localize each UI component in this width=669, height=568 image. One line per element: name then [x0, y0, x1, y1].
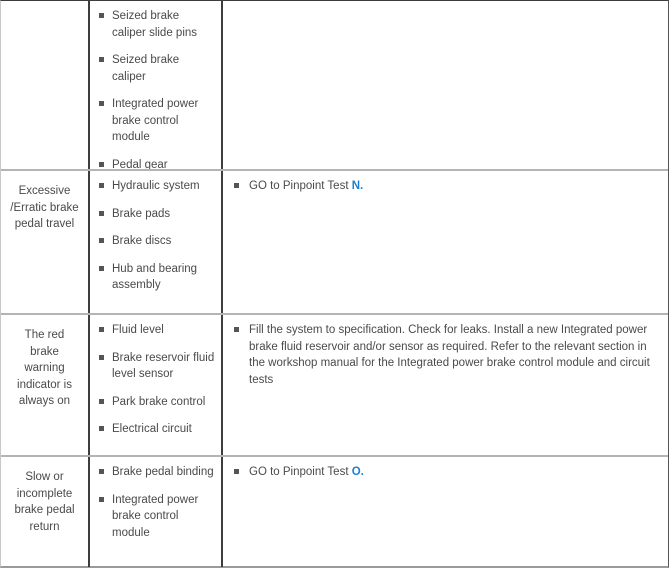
symptom-cell	[1, 457, 90, 567]
table-row	[1, 457, 668, 567]
list-item	[99, 350, 215, 383]
symptom-line: The red	[24, 329, 65, 341]
symptom-line: Slow or	[25, 471, 64, 483]
square-bullet-icon	[99, 211, 104, 216]
action-text: Fill the system to specification. Check for leaks. Install a new Integrated power brake fluid reservoir and/or sensor as required. Refer to the relevant section in the workshop manual for the Integrated power brake control module and circuit tests	[249, 324, 650, 386]
list-item-label: Seized brake caliper slide pins	[112, 10, 198, 39]
list-item-label: Brake pedal binding	[112, 466, 214, 478]
list-item	[99, 464, 215, 481]
list-item	[99, 261, 215, 294]
square-bullet-icon	[99, 426, 104, 431]
square-bullet-icon	[99, 162, 104, 167]
list-item	[99, 421, 215, 438]
list-item-label: Hub and bearing assembly	[112, 262, 198, 291]
possible-sources-cell	[90, 171, 223, 313]
pinpoint-test-link[interactable]: N.	[351, 180, 364, 192]
list-item-label: Electrical circuit	[112, 423, 192, 435]
symptom-cell	[1, 1, 90, 169]
list-item	[99, 178, 215, 195]
list-item	[99, 8, 215, 41]
symptom-line: pedal travel	[14, 218, 75, 230]
source-list	[99, 8, 215, 169]
square-bullet-icon	[234, 469, 239, 474]
list-item-label: Brake discs	[112, 235, 172, 247]
table-row	[1, 315, 668, 457]
symptom-line: incomplete	[16, 487, 73, 500]
action-list	[234, 178, 656, 195]
symptom-cell	[1, 315, 90, 455]
symptom-cell	[1, 171, 90, 313]
list-item	[99, 322, 215, 339]
symptom-line: always on	[18, 395, 71, 407]
list-item-label: Integrated power brake control module	[112, 493, 199, 539]
list-item	[99, 96, 215, 146]
possible-sources-cell	[90, 315, 223, 455]
symptom-line: indicator is	[17, 378, 72, 391]
square-bullet-icon	[99, 355, 104, 360]
symptom-line: Excessive	[18, 185, 71, 197]
list-item	[234, 178, 656, 195]
symptom-line: warning	[24, 362, 65, 374]
action-list	[234, 464, 656, 481]
list-item-label: Seized brake caliper	[112, 54, 180, 83]
list-item	[99, 52, 215, 85]
symptom-line: brake	[30, 345, 59, 358]
list-item-label: Pedal gear	[112, 158, 168, 169]
list-item-label: Hydraulic system	[112, 180, 200, 192]
square-bullet-icon	[99, 327, 104, 332]
table-row	[1, 171, 668, 315]
list-item	[99, 394, 215, 411]
source-list	[99, 322, 215, 438]
list-item	[99, 157, 215, 170]
action-text: GO to Pinpoint Test	[249, 466, 352, 478]
possible-sources-cell	[90, 1, 223, 169]
square-bullet-icon	[99, 469, 104, 474]
source-list	[99, 464, 215, 541]
square-bullet-icon	[234, 183, 239, 188]
list-item	[234, 322, 656, 388]
action-cell	[223, 171, 668, 313]
square-bullet-icon	[234, 327, 239, 332]
table-row	[1, 1, 668, 171]
symptom-line: return	[29, 520, 60, 533]
list-item-label: Integrated power brake control module	[112, 98, 199, 143]
list-item-label: Brake reservoir fluid level sensor	[112, 351, 215, 380]
list-item-label: Brake pads	[112, 207, 171, 220]
square-bullet-icon	[99, 101, 104, 106]
action-text: GO to Pinpoint Test	[249, 180, 352, 192]
action-cell	[223, 457, 668, 567]
action-cell	[223, 1, 668, 169]
square-bullet-icon	[99, 13, 104, 18]
square-bullet-icon	[99, 238, 104, 243]
square-bullet-icon	[99, 183, 104, 188]
action-list	[234, 322, 656, 388]
square-bullet-icon	[99, 266, 104, 271]
square-bullet-icon	[99, 497, 104, 502]
source-list	[99, 178, 215, 294]
list-item	[99, 206, 215, 223]
action-cell	[223, 315, 668, 455]
list-item-label: Fluid level	[112, 324, 164, 336]
list-item-label: Park brake control	[112, 395, 206, 408]
square-bullet-icon	[99, 399, 104, 404]
possible-sources-cell	[90, 457, 223, 567]
pinpoint-test-link[interactable]: O.	[351, 466, 364, 478]
symptom-line: /Erratic brake	[10, 201, 79, 214]
square-bullet-icon	[99, 57, 104, 62]
symptom-line: brake pedal	[14, 504, 75, 516]
list-item	[99, 492, 215, 542]
list-item	[234, 464, 656, 481]
list-item	[99, 233, 215, 250]
